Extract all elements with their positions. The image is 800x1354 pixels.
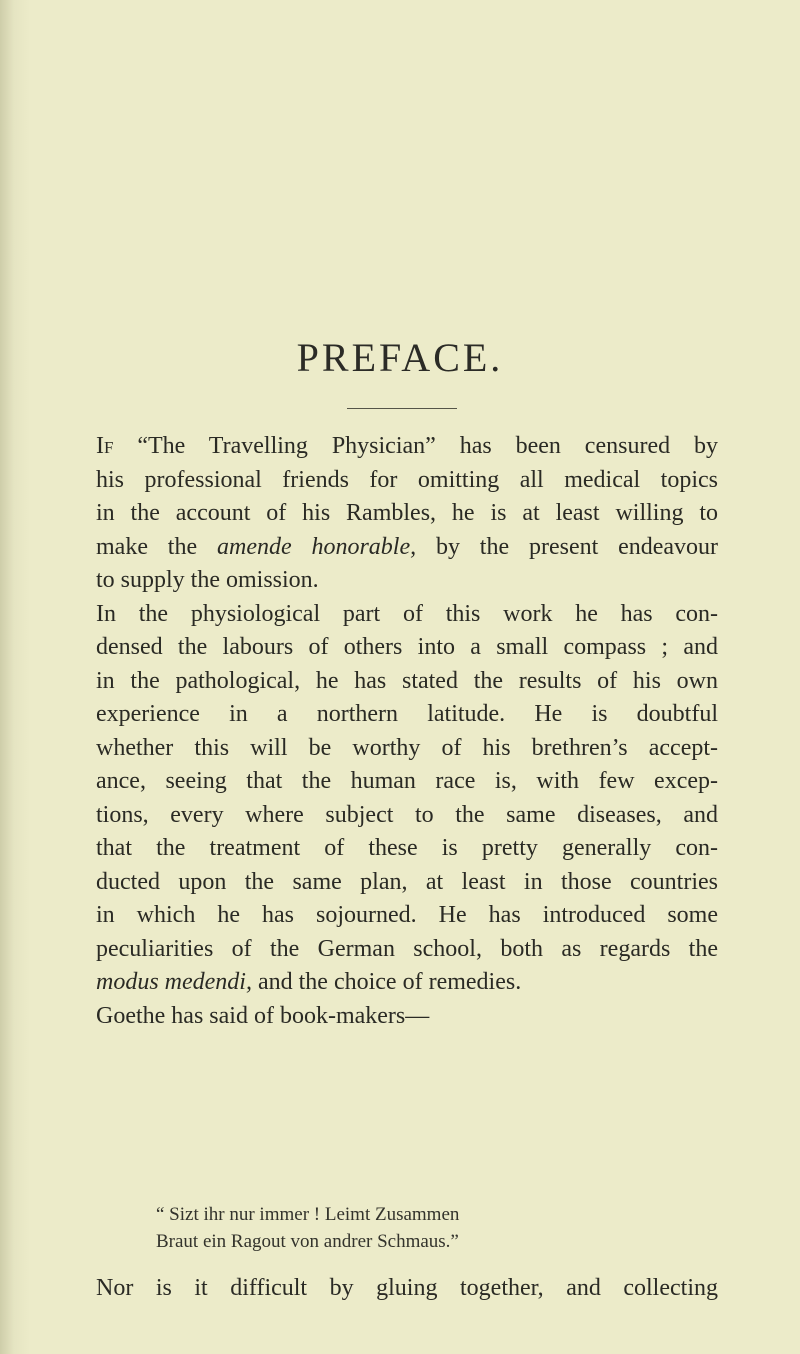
text-line: ance, seeing that the human race is, with few excep-: [96, 768, 718, 794]
text-line: modus medendi, and the choice of remedies.: [96, 969, 522, 995]
text-line: to supply the omission.: [96, 567, 319, 593]
german-quotation: [156, 1201, 716, 1255]
text-line: in the pathological, he has stated the results of his own: [96, 667, 718, 694]
text-line: whether this will be worthy of his brethren’s accept-: [96, 734, 718, 761]
text-line: experience in a northern latitude. He is doubtful: [96, 701, 718, 727]
text-line: peculiarities of the German school, both as regards the: [96, 935, 718, 962]
text-line: In the physiological part of this work he has con-: [96, 600, 718, 627]
text-line: If “The Travelling Physician” has been censured by: [96, 433, 718, 459]
italic-phrase: modus medendi,: [96, 969, 252, 995]
text-line: densed the labours of others into a small compass ; and: [96, 634, 718, 660]
page-title: PREFACE.: [296, 335, 504, 380]
quote-line: Braut ein Ragout von andrer Schmaus.”: [156, 1231, 459, 1252]
text-line: ducted upon the same plan, at least in those countries: [96, 868, 718, 895]
preface-body: [96, 430, 718, 1033]
title-rule: [347, 408, 457, 409]
text-line: in which he has sojourned. He has introduced some: [96, 902, 718, 928]
drop-word: If: [96, 433, 114, 459]
text-line: his professional friends for omitting all medical topics: [96, 466, 718, 493]
italic-phrase: amende honorable,: [216, 533, 417, 560]
text-line: that the treatment of these is pretty generally con-: [96, 835, 718, 861]
final-text-line: Nor is it difficult by gluing together, and collecting: [96, 1275, 718, 1301]
text-line: in the account of his Rambles, he is at least willing to: [96, 500, 718, 526]
text-line: make the amende honorable, by the present endeavour: [96, 533, 719, 560]
text-line: tions, every where subject to the same diseases, and: [96, 801, 718, 828]
quote-line: “ Sizt ihr nur immer ! Leimt Zusammen: [156, 1204, 460, 1225]
text-line: Goethe has said of book-makers—: [96, 1002, 430, 1029]
